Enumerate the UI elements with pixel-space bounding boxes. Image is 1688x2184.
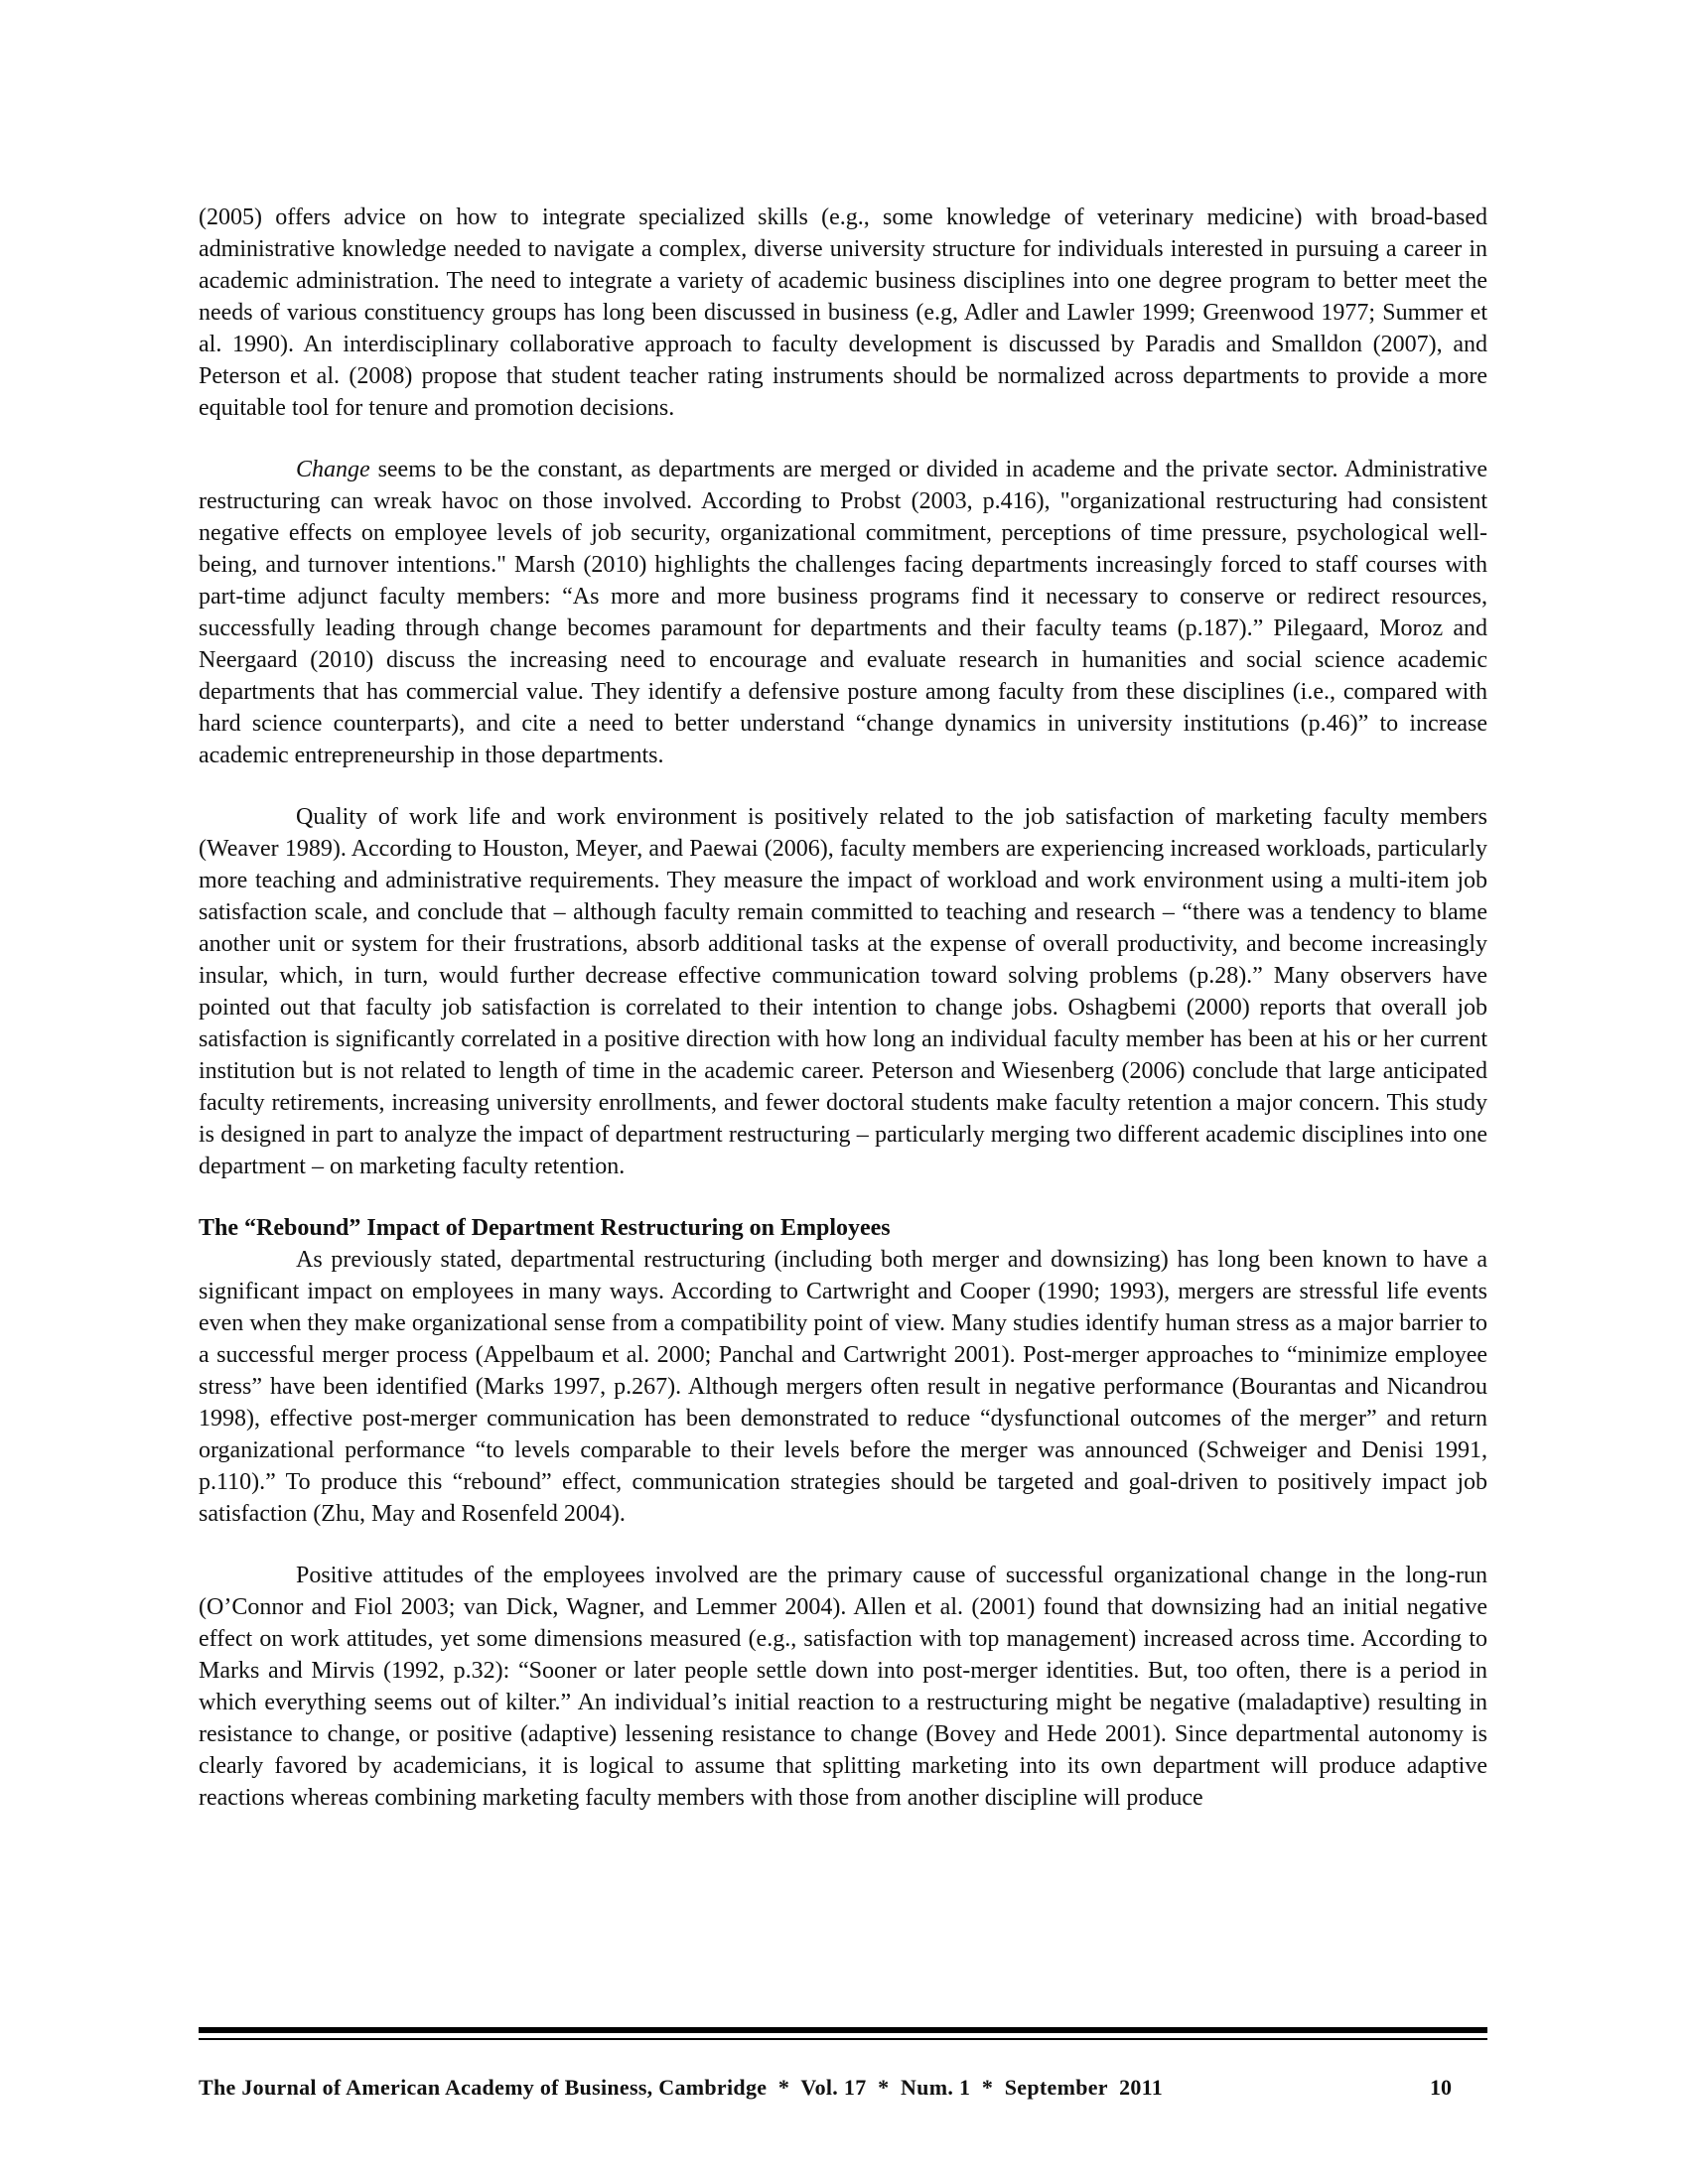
footer-rule-thin xyxy=(199,2038,1487,2040)
paragraph-1: (2005) offers advice on how to integrate specialized skills (e.g., some knowledge of veterinary medicine) with broad-based administrative knowledge needed to navigate a complex, diverse university structure for individuals interested in pursuing a career in academic administration. The need to integrate a variety of academic business disciplines into one degree program to better meet the needs of various constituency groups has long been discussed in business (e.g, Adler and Lawler 1999; Greenwood 1977; Summer et al. 1990). An interdisciplinary collaborative approach to faculty development is discussed by Paradis and Smalldon (2007), and Peterson et al. (2008) propose that student teacher rating instruments should be normalized across departments to provide a more equitable tool for tenure and promotion decisions. xyxy=(199,205,1487,421)
paragraph-4: As previously stated, departmental restructuring (including both merger and downsizing) has long been known to have a significant impact on employees in many ways. According to Cartwright and Cooper (1990; 1993), mergers are stressful life events even when they make organizational sense from a compatibility point of view. Many studies identify human stress as a major barrier to a successful merger process (Appelbaum et al. 2000; Panchal and Cartwright 2001). Post-merger approaches to “minimize employee stress” have been identified (Marks 1997, p.267). Although mergers often result in negative performance (Bourantas and Nicandrou 1998), effective post-merger communication has been demonstrated to reduce “dysfunctional outcomes of the merger” and return organizational performance “to levels comparable to their levels before the merger was announced (Schweiger and Denisi 1991, p.110).” To produce this “rebound” effect, communication strategies should be targeted and goal-driven to positively impact job satisfaction (Zhu, May and Rosenfeld 2004). xyxy=(199,1247,1487,1527)
paragraph-5: Positive attitudes of the employees involved are the primary cause of successful organizational change in the long-run (O’Connor and Fiol 2003; van Dick, Wagner, and Lemmer 2004). Allen et al. (2001) found that downsizing had an initial negative effect on work attitudes, yet some dimensions measured (e.g., satisfaction with top management) increased across time. According to Marks and Mirvis (1992, p.32): “Sooner or later people settle down into post-merger identities. But, too often, there is a period in which everything seems out of kilter.” An individual’s initial reaction to a restructuring might be negative (maladaptive) resulting in resistance to change, or positive (adaptive) lessening resistance to change (Bovey and Hede 2001). Since departmental autonomy is clearly favored by academicians, it is logical to assume that splitting marketing into its own department will produce adaptive reactions whereas combining marketing faculty members with those from another discipline will produce xyxy=(199,1563,1487,1811)
paragraph-2-lead-word: Change xyxy=(296,457,370,482)
paragraph-2-text: seems to be the constant, as departments are merged or divided in academe and the private sector. Administrative restructuring can wreak havoc on those involved. According to Probst (2003, p.416), "organizational restructuring had consistent negative effects on employee levels of job security, organizational commitment, perceptions of time pressure, psychological well-being, and turnover intentions." Marsh (2010) highlights the challenges facing departments increasingly forced to staff courses with part-time adjunct faculty members: “As more and more business programs find it necessary to conserve or redirect resources, successfully leading through change becomes paramount for departments and their faculty teams (p.187).” Pilegaard, Moroz and Neergaard (2010) discuss the increasing need to encourage and evaluate research in humanities and social science academic departments that has commercial value. They identify a defensive posture among faculty from these disciplines (i.e., compared with hard science counterparts), and cite a need to better understand “change dynamics in university institutions (p.46)” to increase academic entrepreneurship in those departments. xyxy=(199,457,1487,768)
section-heading: The “Rebound” Impact of Department Restructuring on Employees xyxy=(199,1215,891,1241)
page-body xyxy=(199,202,1487,1814)
paragraph-2 xyxy=(199,454,1487,771)
footer-rule-thick xyxy=(199,2027,1487,2033)
paragraph-3: Quality of work life and work environment is positively related to the job satisfaction of marketing faculty members (Weaver 1989). According to Houston, Meyer, and Paewai (2006), faculty members are experiencing increased workloads, particularly more teaching and administrative requirements. They measure the impact of workload and work environment using a multi-item job satisfaction scale, and conclude that – although faculty remain committed to teaching and research – “there was a tendency to blame another unit or system for their frustrations, absorb additional tasks at the expense of overall productivity, and become increasingly insular, which, in turn, would further decrease effective communication toward solving problems (p.28).” Many observers have pointed out that faculty job satisfaction is correlated to their intention to change jobs. Oshagbemi (2000) reports that overall job satisfaction is significantly correlated in a positive direction with how long an individual faculty member has been at his or her current institution but is not related to length of time in the academic career. Peterson and Wiesenberg (2006) conclude that large anticipated faculty retirements, increasing university enrollments, and fewer doctoral students make faculty retention a major concern. This study is designed in part to analyze the impact of department restructuring – particularly merging two different academic disciplines into one department – on marketing faculty retention. xyxy=(199,804,1487,1179)
footer-journal-citation: The Journal of American Academy of Business, Cambridge * Vol. 17 * Num. 1 * September 2011 xyxy=(199,2075,1164,2100)
page-number: 10 xyxy=(1430,2075,1452,2100)
